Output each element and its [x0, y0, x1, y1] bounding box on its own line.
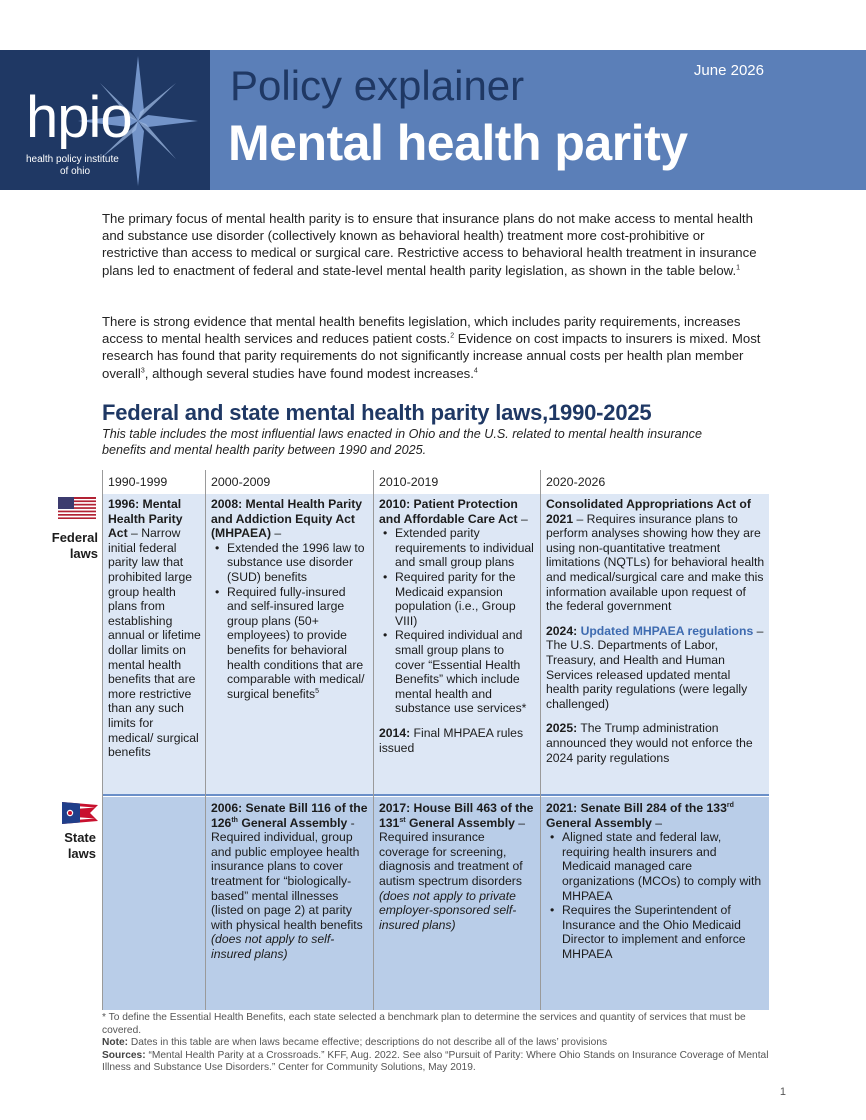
- update-text: – The U.S. Departments of Labor, Treasury, and Health and Human Services released updated mental health parity regulations (were legally challenged): [546, 623, 764, 711]
- footnote-ref: 4: [473, 367, 478, 375]
- column-divider: [373, 470, 374, 1010]
- law-title-text: 2017: House Bill 463 of the 131: [379, 801, 534, 830]
- law-dash: –: [651, 815, 663, 830]
- list-item: [211, 585, 369, 702]
- column-divider: [102, 470, 103, 1010]
- list-item: • Required individual and small group plans to cover “Essential Health Benefits” which include mental health and substance use services*: [379, 628, 537, 716]
- intro-paragraph-1: [102, 210, 762, 279]
- update-text: The Trump administration announced they would not enforce the 2024 parity regulations: [546, 721, 753, 765]
- cell-state-2000s: [211, 801, 369, 962]
- law-title-text: General Assembly: [546, 815, 652, 830]
- logo-sub-line1: health policy institute: [26, 154, 119, 165]
- page-kicker: Policy explainer: [230, 62, 525, 109]
- column-header-2000s: 2000-2009: [211, 475, 271, 489]
- footnote-star: * To define the Essential Health Benefits, each state selected a benchmark plan to determine the services and quantity of services that must be covered.: [102, 1012, 746, 1036]
- sources-text: “Mental Health Parity at a Crossroads.” KFF, Aug. 2022. See also “Pursuit of Parity: Where Ohio Stands on Insurance Coverage of Mental Illness and Substance Use Disorders.” Center for Community Solutions, May 2019.: [102, 1049, 769, 1074]
- intro-p2-text-a: There is strong evidence that mental health benefits legislation, which includes parity requirements, increases access to mental health services and reduces patient costs.: [102, 314, 741, 347]
- logo-wordmark: hpio: [26, 85, 132, 150]
- law-update-2024: [546, 624, 766, 712]
- list-item-text: Required fully-insured and self-insured large group plans (50+ employees) to provide benefits for behavioral health conditions that are comparable with medical/ surgical benefits: [227, 584, 365, 701]
- column-header-1990s: 1990-1999: [108, 475, 168, 489]
- list-item: • Required parity for the Medicaid expansion population (i.e., Group VIII): [379, 570, 537, 628]
- update-year: 2025:: [546, 721, 578, 736]
- column-divider: [540, 470, 541, 1010]
- note-text: Final MHPAEA rules issued: [379, 725, 524, 755]
- logo-subtitle: [26, 154, 119, 178]
- law-description: - Required individual, group and public employee health insurance plans to cover treatment for “biologically-based” mental illnesses (listed on page 2) at parity with physical health benefits: [211, 815, 363, 932]
- hpio-logo: [0, 50, 210, 190]
- list-item: • Extended parity requirements to individual and small group plans: [379, 526, 537, 570]
- law-title-text: General Assembly: [405, 815, 515, 830]
- note-label: Note:: [102, 1037, 129, 1049]
- publication-date: June 2026: [693, 62, 764, 79]
- cell-federal-2010s: [379, 497, 537, 755]
- law-title: [546, 801, 734, 830]
- law-update-2025: [546, 721, 766, 765]
- law-title-text: 2021: Senate Bill 284 of the 133: [546, 801, 727, 815]
- page-title: Mental health parity: [228, 115, 688, 171]
- law-title: [211, 801, 367, 830]
- list-item: • Aligned state and federal law, requiring health insurers and Medicaid managed care organizations (MCOs) to comply with MHPAEA: [546, 830, 766, 903]
- footnote-ref: 5: [315, 687, 319, 695]
- section-subtitle: This table includes the most influential laws enacted in Ohio and the U.S. related to mental health insurance benefits and mental health parity between 1990 and 2025.: [102, 427, 702, 457]
- law-title: [379, 801, 533, 830]
- row-label-state: State laws: [64, 830, 96, 861]
- law-title-text: 2006: Senate Bill 116 of the 126: [211, 801, 368, 830]
- law-exception: (does not apply to self-insured plans): [211, 932, 335, 961]
- column-header-2020s: 2020-2026: [546, 475, 606, 489]
- law-dash: –: [517, 511, 528, 526]
- footnote-note: [102, 1037, 770, 1050]
- ordinal-suffix: rd: [726, 801, 734, 809]
- law-description: – Required insurance coverage for screening, diagnosis and treatment of autism spectrum disorders: [379, 815, 526, 888]
- intro-p1-text: The primary focus of mental health parity is to ensure that insurance plans do not make access to mental health and substance use disorder (collectively known as behavioral health) treatment more cost-prohibitive or restrictive than access to medical or surgical care. Restrictive access to behavioral health treatment in insurance plans led to enactment of federal and state-level mental health parity legislation, as shown in the table below.: [102, 211, 757, 278]
- law-bullets: [379, 526, 537, 716]
- law-note: [379, 726, 537, 755]
- intro-p2-text-b: Evidence on cost impacts to insurers is mixed. Most research has found that parity requirements do not significantly increase annual costs per health plan member overall: [102, 331, 761, 381]
- ordinal-suffix: th: [231, 816, 238, 824]
- note-text: Dates in this table are when laws became effective; descriptions do not describe all of the laws’ provisions: [128, 1037, 608, 1049]
- row-label-federal: Federal laws: [51, 530, 98, 561]
- footnote-ref: 2: [450, 332, 455, 340]
- cell-state-2020s: [546, 801, 766, 962]
- law-description: – Requires insurance plans to perform analyses showing how they are using non-quantitative treatment limitations (NQTLs) for behavioral health and medical/surgical care and make this information available upon request of the federal government: [546, 511, 765, 614]
- page-header: [0, 50, 866, 190]
- law-dash: –: [271, 526, 282, 541]
- cell-federal-2000s: [211, 497, 369, 701]
- law-exception: (does not apply to private employer-sponsored self-insured plans): [379, 888, 517, 932]
- sources-label: Sources:: [102, 1049, 146, 1061]
- law-title: 2010: Patient Protection and Affordable Care Act: [379, 497, 518, 526]
- law-title: 2008: Mental Health Parity and Addiction Equity Act (MHPAEA): [211, 497, 363, 541]
- footnote-sources: [102, 1050, 770, 1075]
- column-divider: [205, 470, 206, 1010]
- law-bullets: [546, 830, 766, 961]
- law-title-text: General Assembly: [237, 815, 348, 830]
- footnote-ref: 1: [736, 264, 741, 272]
- law-description: – Narrow initial federal parity law that prohibited large group health plans from establishing annual or lifetime dollar limits on mental health benefits that are more restrictive than any such limits for medical/ surgical benefits: [108, 526, 201, 760]
- ohio-flag-icon: [62, 802, 98, 824]
- intro-p2-text-c: , although several studies have found modest increases.: [144, 365, 474, 381]
- update-year: 2024:: [546, 623, 578, 638]
- column-header-2010s: 2010-2019: [379, 475, 439, 489]
- intro-paragraph-2: [102, 313, 762, 382]
- cell-federal-2020s: [546, 497, 766, 765]
- cell-federal-1990s: [108, 497, 202, 760]
- ordinal-suffix: st: [399, 816, 406, 824]
- note-year: 2014:: [379, 725, 411, 740]
- footnotes: [102, 1012, 770, 1075]
- title-banner: [210, 50, 866, 190]
- row-divider: [102, 794, 769, 796]
- us-flag-icon: [58, 497, 96, 519]
- mhpaea-regulations-link[interactable]: Updated MHPAEA regulations: [580, 623, 754, 638]
- logo-sub-line2: of ohio: [60, 166, 91, 177]
- page-number: 1: [779, 1086, 786, 1098]
- list-item: • Requires the Superintendent of Insurance and the Ohio Medicaid Director to implement and enforce MHPAEA: [546, 903, 766, 961]
- law-bullets: [211, 541, 369, 702]
- footnote-ref: 3: [140, 367, 145, 375]
- cell-state-2010s: [379, 801, 537, 932]
- law-title: Consolidated Appropriations Act of 2021: [546, 497, 751, 526]
- law-title: 1996: Mental Health Parity Act: [108, 497, 183, 541]
- list-item: • Extended the 1996 law to substance use disorder (SUD) benefits: [211, 541, 369, 585]
- section-title: Federal and state mental health parity laws,1990-2025: [102, 400, 652, 425]
